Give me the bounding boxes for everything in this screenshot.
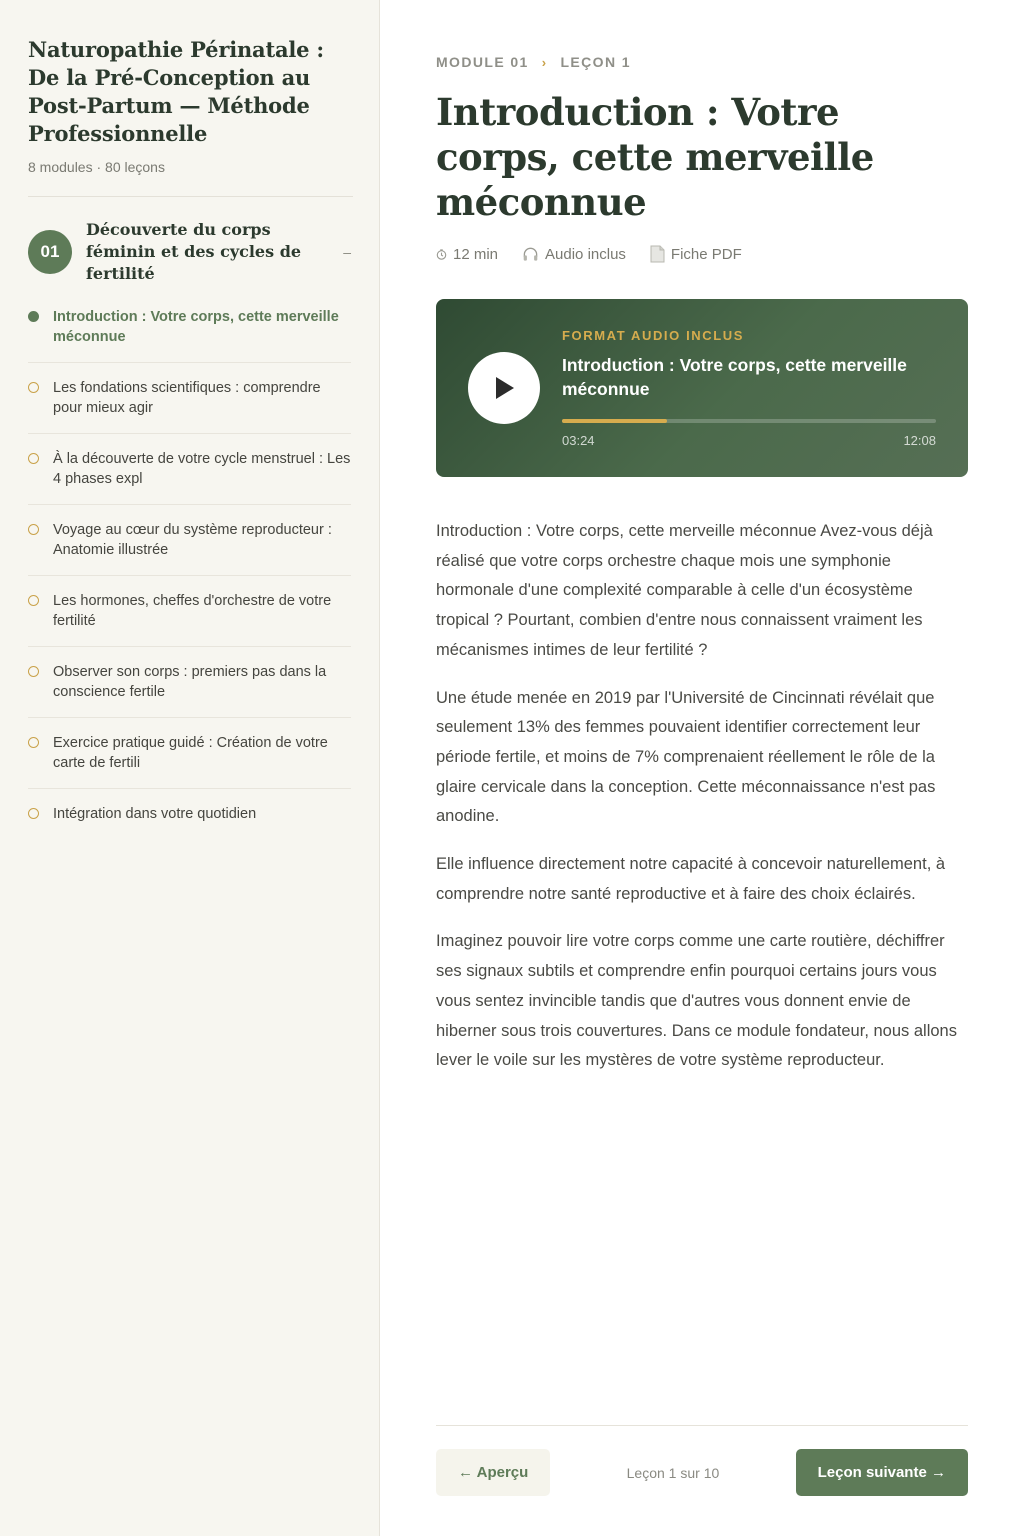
lesson-meta <box>436 245 968 263</box>
lesson-body <box>436 517 968 1076</box>
total-time: 12:08 <box>903 433 936 448</box>
audio-meta-text: Audio inclus <box>545 245 626 263</box>
pdf-meta-text: Fiche PDF <box>670 245 742 263</box>
sidebar-lesson-item[interactable] <box>28 307 351 363</box>
audio-time-row <box>562 433 936 448</box>
lesson-list <box>28 307 351 839</box>
audio-progress-bar[interactable] <box>562 419 936 423</box>
lesson-footer-nav <box>436 1425 968 1496</box>
headphones-icon <box>522 246 539 262</box>
lesson-label: À la découverte de votre cycle menstruel : Les 4 phases expl <box>53 451 351 487</box>
pdf-meta[interactable] <box>650 245 742 263</box>
breadcrumb-separator-icon: › <box>541 54 548 70</box>
sidebar-lesson-item[interactable] <box>28 378 351 434</box>
lesson-label: Exercice pratique guidé : Création de votre carte de fertili <box>53 735 328 771</box>
lesson-label: Introduction : Votre corps, cette merveille méconnue <box>53 309 339 345</box>
page-title: Introduction : Votre corps, cette merveille méconnue <box>436 90 874 224</box>
lesson-label: Intégration dans votre quotidien <box>53 806 257 822</box>
breadcrumb-module[interactable]: MODULE 01 <box>436 54 529 70</box>
sidebar-lesson-item[interactable] <box>28 804 351 839</box>
sidebar-lesson-item[interactable] <box>28 520 351 576</box>
body-paragraph: Une étude menée en 2019 par l'Université de Cincinnati révélait que seulement 13% des femmes pouvaient identifier correctement leur période fertile, et moins de 7% comprenaient réellement le rôle de la glaire cervicale dans la conception. Cette méconnaissance n'est pas anodine. <box>436 688 936 826</box>
lesson-label: Voyage au cœur du système reproducteur : Anatomie illustrée <box>53 522 332 558</box>
document-icon <box>650 245 665 263</box>
sidebar-lesson-item[interactable] <box>28 733 351 789</box>
lesson-label: Les hormones, cheffes d'orchestre de votre fertilité <box>53 593 332 629</box>
current-lesson-dot-icon <box>28 311 39 322</box>
duration-meta <box>436 246 498 263</box>
lesson-dot-icon <box>28 382 39 393</box>
current-time: 03:24 <box>562 433 595 448</box>
lesson-label: Les fondations scientifiques : comprendre pour mieux agir <box>53 380 321 416</box>
sidebar-lesson-item[interactable] <box>28 591 351 647</box>
collapse-toggle-icon[interactable]: – <box>343 244 351 260</box>
lesson-pager: Leçon 1 sur 10 <box>626 1464 720 1481</box>
lesson-dot-icon <box>28 737 39 748</box>
course-title: Naturopathie Périnatale : De la Pré-Conception au Post-Partum — Méthode Professionnelle <box>28 37 324 146</box>
play-button[interactable] <box>468 352 540 424</box>
previous-button[interactable]: ← Aperçu <box>436 1449 550 1496</box>
audio-player <box>436 299 968 477</box>
audio-track-title: Introduction : Votre corps, cette merveille méconnue <box>562 355 907 399</box>
sidebar-divider <box>28 196 353 197</box>
sidebar-lesson-item[interactable] <box>28 662 351 718</box>
audio-meta <box>522 246 626 263</box>
lesson-dot-icon <box>28 808 39 819</box>
lesson-dot-icon <box>28 453 39 464</box>
breadcrumb-lesson: LEÇON 1 <box>560 54 631 70</box>
audio-info <box>562 328 936 448</box>
course-sidebar <box>0 0 380 1536</box>
module-number-badge: 01 <box>28 230 72 274</box>
sidebar-lesson-item[interactable] <box>28 449 351 505</box>
body-paragraph: Imaginez pouvoir lire votre corps comme une carte routière, déchiffrer ses signaux subtils et comprendre enfin pourquoi certains jours vous vous sentez invincible tandis que d'autres vous donnent envie de hiberner sous trois couvertures. Dans ce module fondateur, nous allons lever le voile sur les mystères de votre système reproducteur. <box>436 932 957 1070</box>
lesson-dot-icon <box>28 524 39 535</box>
module-title: Découverte du corps féminin et des cycles de fertilité <box>86 220 302 283</box>
clock-icon <box>436 249 447 260</box>
next-lesson-button[interactable]: Leçon suivante → <box>796 1449 968 1496</box>
lesson-dot-icon <box>28 666 39 677</box>
module-header[interactable] <box>28 219 351 285</box>
lesson-content <box>380 0 1024 1536</box>
body-paragraph: Introduction : Votre corps, cette merveille méconnue Avez-vous déjà réalisé que votre corps orchestre chaque mois une symphonie hormonale d'une complexité comparable à celle d'un écosystème tropical ? Pourtant, combien d'entre nous connaissent vraiment les mécanismes intimes de leur fertilité ? <box>436 522 933 659</box>
duration-text: 12 min <box>453 245 499 263</box>
lesson-dot-icon <box>28 595 39 606</box>
play-icon <box>492 375 516 401</box>
body-paragraph: Elle influence directement notre capacité à concevoir naturellement, à comprendre notre santé reproductive et à faire des choix éclairés. <box>436 855 946 903</box>
lesson-label: Observer son corps : premiers pas dans la conscience fertile <box>53 664 327 700</box>
audio-progress-fill <box>562 419 667 423</box>
course-meta: 8 modules · 80 leçons <box>28 159 165 175</box>
audio-format-label: FORMAT AUDIO INCLUS <box>562 328 745 343</box>
breadcrumb <box>436 54 968 70</box>
